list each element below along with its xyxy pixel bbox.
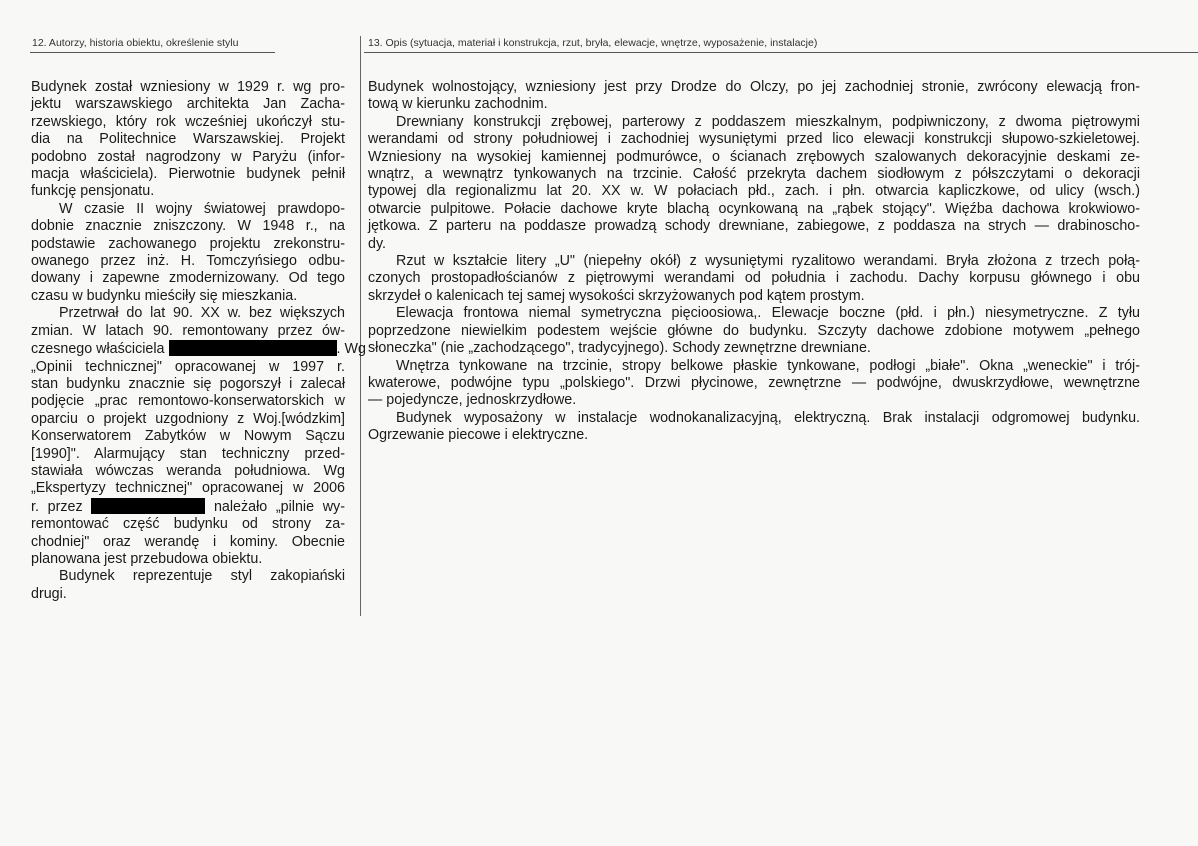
text-segment: należało „pilnie wy- bbox=[213, 498, 345, 515]
text-line: stan budynku znacznie się pogorszył i zalecał bbox=[31, 375, 345, 392]
text-line: Budynek wolnostojący, wzniesiony jest przy Drodze do Olczy, po jej zachodniej stronie, zwrócony elewacją fron- bbox=[368, 79, 1140, 95]
text-line: — pojedyncze, jednoskrzydłowe. bbox=[368, 392, 577, 409]
paragraph bbox=[368, 79, 1140, 114]
redaction-block bbox=[169, 340, 337, 356]
text-line: jętkowa. Z parteru na poddasze prowadzą schody drewniane, zabiegowe, z poddasza na strych — drabinoscho- bbox=[368, 218, 1140, 235]
text-line: czasu w budynku mieściły się mieszkania. bbox=[31, 287, 298, 304]
text-line: Budynek reprezentuje styl zakopiański bbox=[59, 568, 345, 585]
text-segment: r. przez bbox=[31, 498, 83, 515]
text-line: stawiała wówczas weranda południowa. Wg bbox=[31, 462, 345, 479]
paragraph bbox=[368, 305, 1140, 357]
text-line: Budynek wyposażony w instalacje wodnokanalizacyjną, elektryczną. Brak instalacji odgromowej budynku. bbox=[396, 409, 1140, 426]
text-line bbox=[31, 498, 345, 516]
text-line: chodniej" oraz werandę i kominy. Obecnie bbox=[31, 533, 345, 550]
text-line: Wnętrza tynkowane na trzcinie, stropy belkowe płaskie tynkowane, podłogi „białe". Okna „weneckie" i trój- bbox=[396, 357, 1140, 374]
text-line: werandami od strony południowej i zachodniej wysuniętymi przed lico elewacji konstrukcji słupowo-szkieletowej. bbox=[368, 131, 1140, 148]
text-line bbox=[31, 340, 366, 358]
text-line: Rzut w kształcie litery „U" (niepełny okół) z wysuniętymi ryzalitowo werandami. Bryła złożona z trzech połą- bbox=[396, 253, 1140, 270]
header-rule-right bbox=[364, 52, 1198, 53]
text-line: owanego przez inż. H. Tomczyńsiego odbu- bbox=[31, 253, 345, 270]
text-line: podstawie zachowanego projektu zrekonstru- bbox=[31, 235, 345, 252]
text-line: „Ekspertyzy technicznej" opracowanej w 2006 bbox=[31, 480, 345, 497]
text-line: skrzydeł o kalenicach tej samej wysokości skrzyżowanych pod kątem prostym. bbox=[368, 287, 865, 304]
text-line: funkcję pensjonatu. bbox=[31, 183, 155, 200]
text-line: planowana jest przebudowa obiektu. bbox=[31, 550, 263, 567]
paragraph bbox=[368, 114, 1140, 253]
text-line: W czasie II wojny światowej prawdopo- bbox=[59, 200, 345, 217]
paragraph bbox=[368, 410, 1140, 445]
text-line: Budynek został wzniesiony w 1929 r. wg pro- bbox=[31, 79, 345, 95]
text-segment: . Wg bbox=[336, 341, 366, 358]
text-line: Konserwatorem Zabytków w Nowym Sączu bbox=[31, 428, 345, 445]
text-line: drugi. bbox=[31, 585, 67, 602]
description-column bbox=[368, 79, 1140, 445]
column-divider bbox=[360, 36, 361, 616]
text-line: [1990]". Alarmujący stan techniczny przed- bbox=[31, 445, 345, 462]
text-line: otwarcie pulpitowe. Połacie dachowe kryte blachą ocynkowaną na „rąbek stojący". Więźba dachowa krokwiowo- bbox=[368, 200, 1140, 217]
text-line: poprzedzone niewielkim podestem wejście główne do budynku. Szczyty dachowe zdobione motywem „pełnego bbox=[368, 322, 1140, 339]
text-line: wnątrz, a wewnątrz tynkowanych na trzcinie. Całość przekryta dachem siodłowym z półszczytami o dekoracji bbox=[368, 166, 1140, 183]
text-line: jektu warszawskiego architekta Jan Zacha- bbox=[31, 96, 345, 113]
text-line: dia na Politechnice Warszawskiej. Projekt bbox=[31, 131, 345, 148]
text-line: dobnie znacznie zniszczony. W 1948 r., na bbox=[31, 218, 345, 235]
paragraph bbox=[31, 305, 366, 568]
text-line: Wzniesiony na wysokiej kamiennej podmurówce, o ścianach zrębowych szalowanych dekoracyjnie deskami ze- bbox=[368, 148, 1140, 165]
paragraph bbox=[368, 253, 1140, 305]
redaction-block bbox=[91, 498, 205, 514]
text-line: remontować część budynku od strony za- bbox=[31, 516, 345, 533]
text-line: tową w kierunku zachodnim. bbox=[368, 96, 548, 113]
header-rule-left bbox=[30, 52, 275, 53]
text-line: podjęcie „prac remontowo-konserwatorskich w bbox=[31, 393, 345, 410]
paragraph bbox=[368, 358, 1140, 410]
section-13-heading: 13. Opis (sytuacja, materiał i konstrukcja, rzut, bryła, elewacje, wnętrze, wyposażenie, instalacje) bbox=[368, 37, 818, 49]
text-line: kwaterowe, podwójne typu „polskiego". Drzwi płycinowe, zewnętrzne — podwójne, dwuskrzydłowe, wewnętrzne bbox=[368, 374, 1140, 391]
text-line: podobno został nagrodzony w Paryżu (infor- bbox=[31, 148, 345, 165]
text-line: dowany i zapewne zmodernizowany. Od tego bbox=[31, 270, 345, 287]
text-line: Ogrzewanie piecowe i elektryczne. bbox=[368, 427, 589, 444]
text-line: zmian. W latach 90. remontowany przez ów- bbox=[31, 322, 345, 339]
text-line: Drewniany konstrukcji zrębowej, parterowy z poddaszem mieszkalnym, podpiwniczony, z dwoma piętrowymi bbox=[396, 113, 1140, 130]
history-column bbox=[31, 79, 366, 603]
text-line: rzewskiego, który rok wcześniej ukończył stu- bbox=[31, 113, 345, 130]
paragraph bbox=[31, 568, 345, 603]
paragraph bbox=[31, 79, 345, 201]
text-line: słoneczka" (nie „zachodzącego", tradycyjnego). Schody zewnętrzne drewniane. bbox=[368, 340, 871, 357]
text-line: typowej dla regionalizmu lat 20. XX w. W połaciach płd., zach. i płn. otwarcia kapliczkowe, od ulicy (wsch.) bbox=[368, 183, 1140, 200]
text-line: macja właściciela). Pierwotnie budynek pełnił bbox=[31, 166, 345, 183]
text-line: Przetrwał do lat 90. XX w. bez większych bbox=[59, 305, 345, 322]
text-line: Elewacja frontowa niemal symetryczna pięcioosiowa,. Elewacje boczne (płd. i płn.) niesymetryczne. Z tyłu bbox=[396, 305, 1140, 322]
text-segment: czesnego właściciela bbox=[31, 341, 165, 358]
text-line: dy. bbox=[368, 235, 387, 252]
section-12-heading: 12. Autorzy, historia obiektu, określenie stylu bbox=[32, 37, 239, 49]
text-line: „Opinii technicznej" opracowanej w 1997 r. bbox=[31, 358, 345, 375]
paragraph bbox=[31, 201, 345, 305]
text-line: oparciu o projekt uzgodniony z Woj.[wódzkim] bbox=[31, 410, 345, 427]
text-line: czonych prostopadłościanów z piętrowymi werandami od południa i zachodu. Dachy korpusu głównego i obu bbox=[368, 270, 1140, 287]
